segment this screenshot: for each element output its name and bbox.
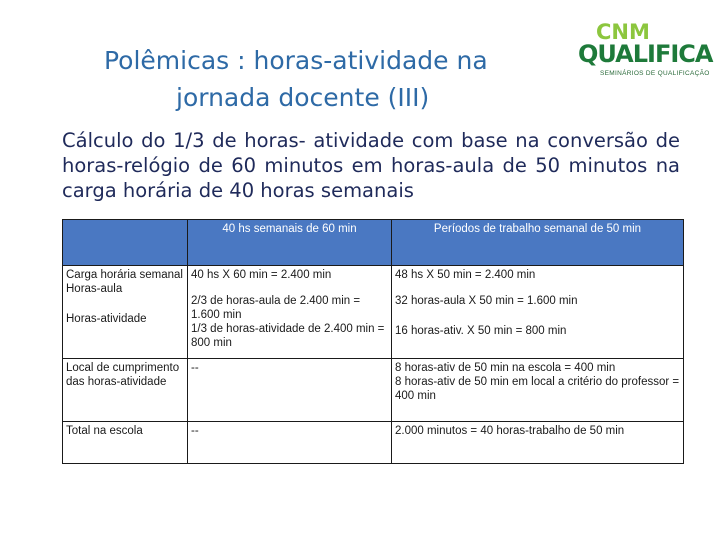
table-cell — [392, 266, 684, 359]
cell-text: -- — [191, 362, 199, 374]
comparison-table — [62, 219, 684, 464]
table-header-50min: Períodos de trabalho semanal de 50 min — [392, 220, 684, 266]
cell-text: 40 hs X 60 min = 2.400 min — [191, 269, 332, 281]
table-cell-label — [63, 359, 188, 422]
logo-subtitle: SEMINÁRIOS DE QUALIFICAÇÃO — [600, 70, 710, 77]
row-label-carga: Carga horária semanal — [66, 269, 183, 281]
table-cell-label — [63, 422, 188, 464]
table-cell — [188, 359, 392, 422]
row-label-horas-atividade: Horas-atividade — [66, 313, 147, 325]
cell-text: 8 horas-ativ de 50 min na escola = 400 min — [395, 362, 616, 374]
cell-text: -- — [191, 425, 199, 437]
table-cell-label — [63, 266, 188, 359]
table-header-empty — [63, 220, 188, 266]
title-line-2: jornada docente (III) — [176, 83, 430, 112]
cell-text: 2.000 minutos = 40 horas-trabalho de 50 min — [395, 425, 625, 437]
intro-paragraph: Cálculo do 1/3 de horas- atividade com base na conversão de horas-relógio de 60 minutos em horas-aula de 50 minutos na carga horária de 40 horas semanais — [62, 129, 680, 202]
cell-text: 32 horas-aula X 50 min = 1.600 min — [395, 295, 578, 307]
table-cell — [392, 422, 684, 464]
cell-text: 8 horas-ativ de 50 min em local a critério do professor = 400 min — [395, 376, 680, 402]
page-title — [90, 42, 560, 116]
cell-text: 1/3 de horas-atividade de 2.400 min = 800 min — [191, 323, 385, 349]
title-line-1: Polêmicas : horas-atividade na — [104, 46, 488, 75]
cell-text: 16 horas-ativ. X 50 min = 800 min — [395, 325, 567, 337]
cell-text: 48 hs X 50 min = 2.400 min — [395, 269, 536, 281]
table-row — [63, 266, 684, 359]
table-header-60min: 40 hs semanais de 60 min — [188, 220, 392, 266]
table-cell — [392, 359, 684, 422]
table-row — [63, 359, 684, 422]
table-header-row — [63, 220, 684, 266]
logo-cnm-text: CNM — [596, 20, 650, 44]
cnm-qualifica-logo — [578, 20, 713, 84]
table-cell — [188, 422, 392, 464]
row-label-horas-aula: Horas-aula — [66, 283, 123, 295]
table-cell — [188, 266, 392, 359]
table-row — [63, 422, 684, 464]
row-label-total: Total na escola — [66, 425, 143, 437]
logo-qualifica-text: QUALIFICA — [578, 40, 713, 68]
cell-text: 2/3 de horas-aula de 2.400 min = 1.600 min — [191, 295, 361, 321]
row-label-local: Local de cumprimento das horas-atividade — [66, 362, 180, 388]
